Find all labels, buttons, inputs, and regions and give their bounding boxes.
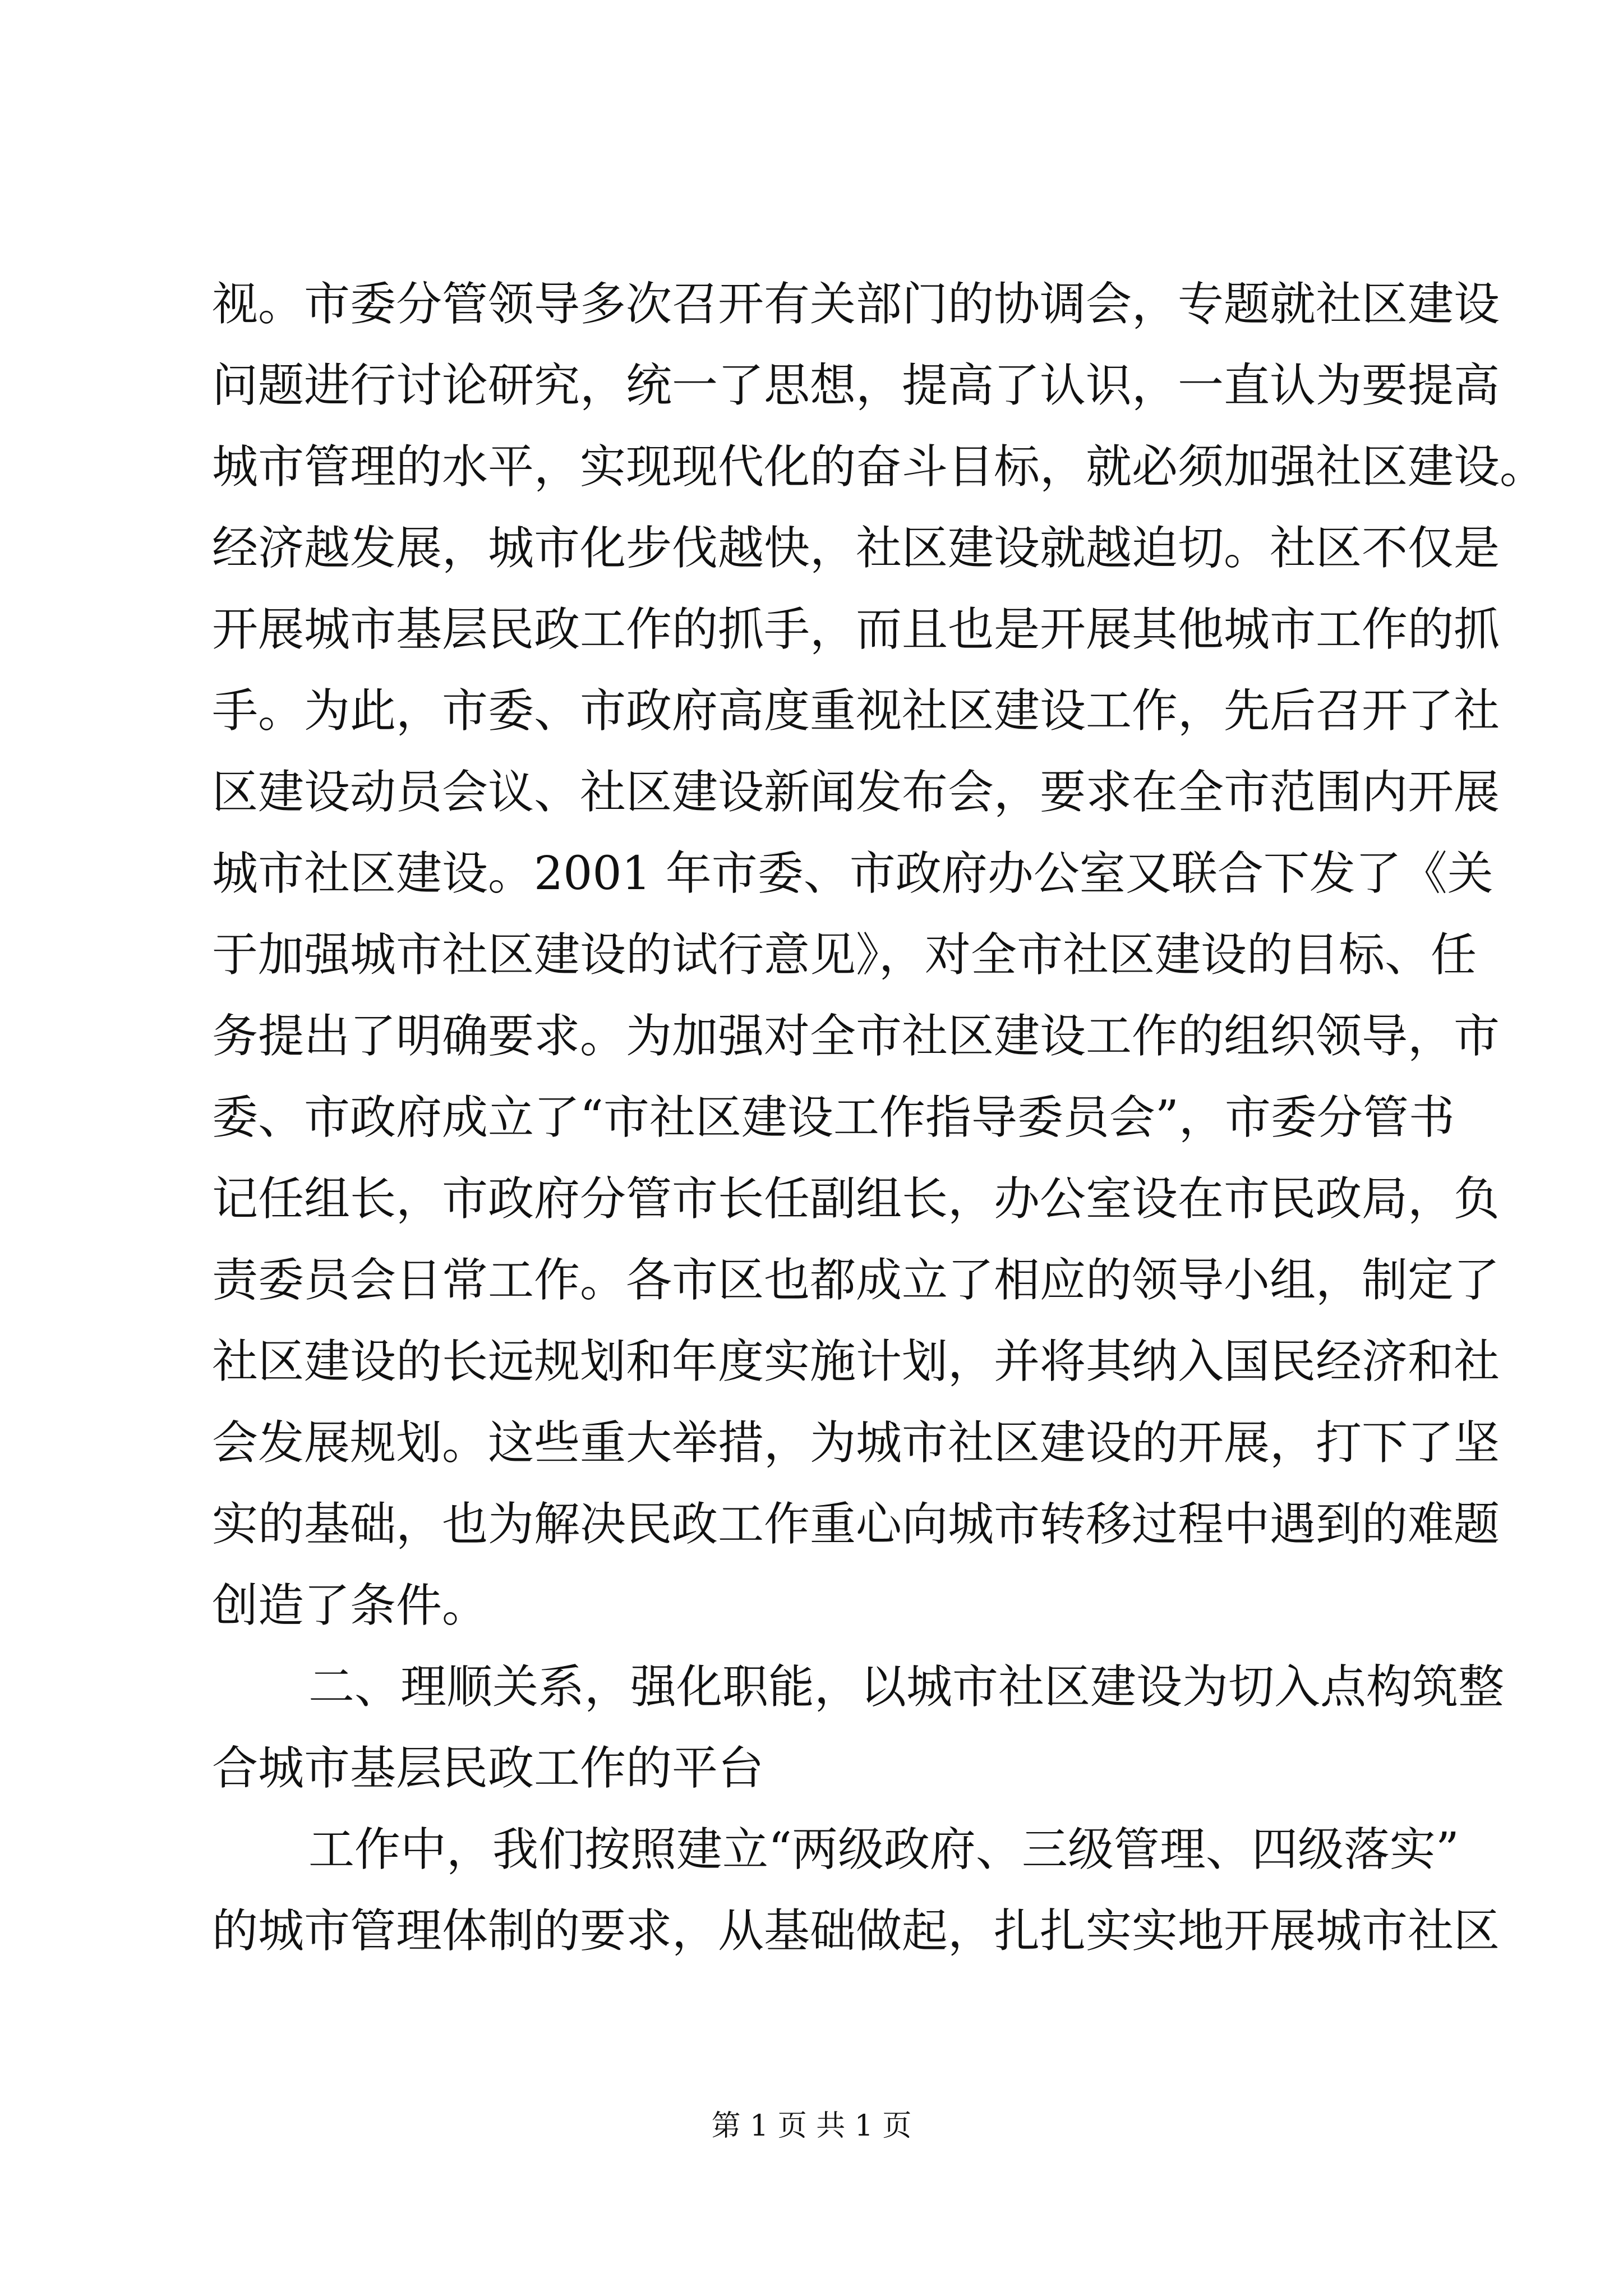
- text-line: 记任组长，市政府分管市长任副组长，办公室设在市民政局，负: [212, 1172, 1500, 1226]
- text-line: 实的基础，也为解决民政工作重心向城市转移过程中遇到的难题: [212, 1498, 1500, 1551]
- section-heading-line: 二、理顺关系，强化职能，以城市社区建设为切入点构筑整: [308, 1660, 1505, 1714]
- text-line: 视。市委分管领导多次召开有关部门的协调会，专题就社区建设: [212, 278, 1500, 331]
- text-line: 手。为此，市委、市政府高度重视社区建设工作，先后召开了社: [212, 684, 1500, 738]
- text-line: 城市社区建设。2001 年市委、市政府办公室又联合下发了《关: [212, 847, 1493, 900]
- text-line: 会发展规划。这些重大举措，为城市社区建设的开展，打下了坚: [212, 1416, 1500, 1470]
- text-line: 区建设动员会议、社区建设新闻发布会，要求在全市范围内开展: [212, 766, 1500, 819]
- page-footer: 第 1 页 共 1 页: [711, 2109, 912, 2143]
- text-line: 城市管理的水平，实现现代化的奋斗目标，就必须加强社区建设。: [212, 440, 1546, 494]
- text-line: 务提出了明确要求。为加强对全市社区建设工作的组织领导，市: [212, 1010, 1500, 1063]
- section-heading-line: 合城市基层民政工作的平台: [212, 1742, 764, 1795]
- text-line: 经济越发展，城市化步伐越快，社区建设就越迫切。社区不仅是: [212, 522, 1500, 575]
- text-line: 于加强城市社区建设的试行意见》，对全市社区建设的目标、任: [212, 928, 1477, 982]
- text-line: 工作中，我们按照建立“两级政府、三级管理、四级落实”: [308, 1823, 1459, 1876]
- text-line: 开展城市基层民政工作的抓手，而且也是开展其他城市工作的抓: [212, 603, 1500, 656]
- text-line: 责委员会日常工作。各市区也都成立了相应的领导小组，制定了: [212, 1254, 1500, 1307]
- text-line: 创造了条件。: [212, 1579, 488, 1632]
- body-text: [212, 264, 1546, 1972]
- text-line: 的城市管理体制的要求，从基础做起，扎扎实实地开展城市社区: [212, 1904, 1500, 1958]
- text-line: 社区建设的长远规划和年度实施计划，并将其纳入国民经济和社: [212, 1335, 1500, 1388]
- text-line: 委、市政府成立了“市社区建设工作指导委员会”，市委分管书: [212, 1091, 1455, 1144]
- text-line: 问题进行讨论研究，统一了思想，提高了认识，一直认为要提高: [212, 359, 1500, 412]
